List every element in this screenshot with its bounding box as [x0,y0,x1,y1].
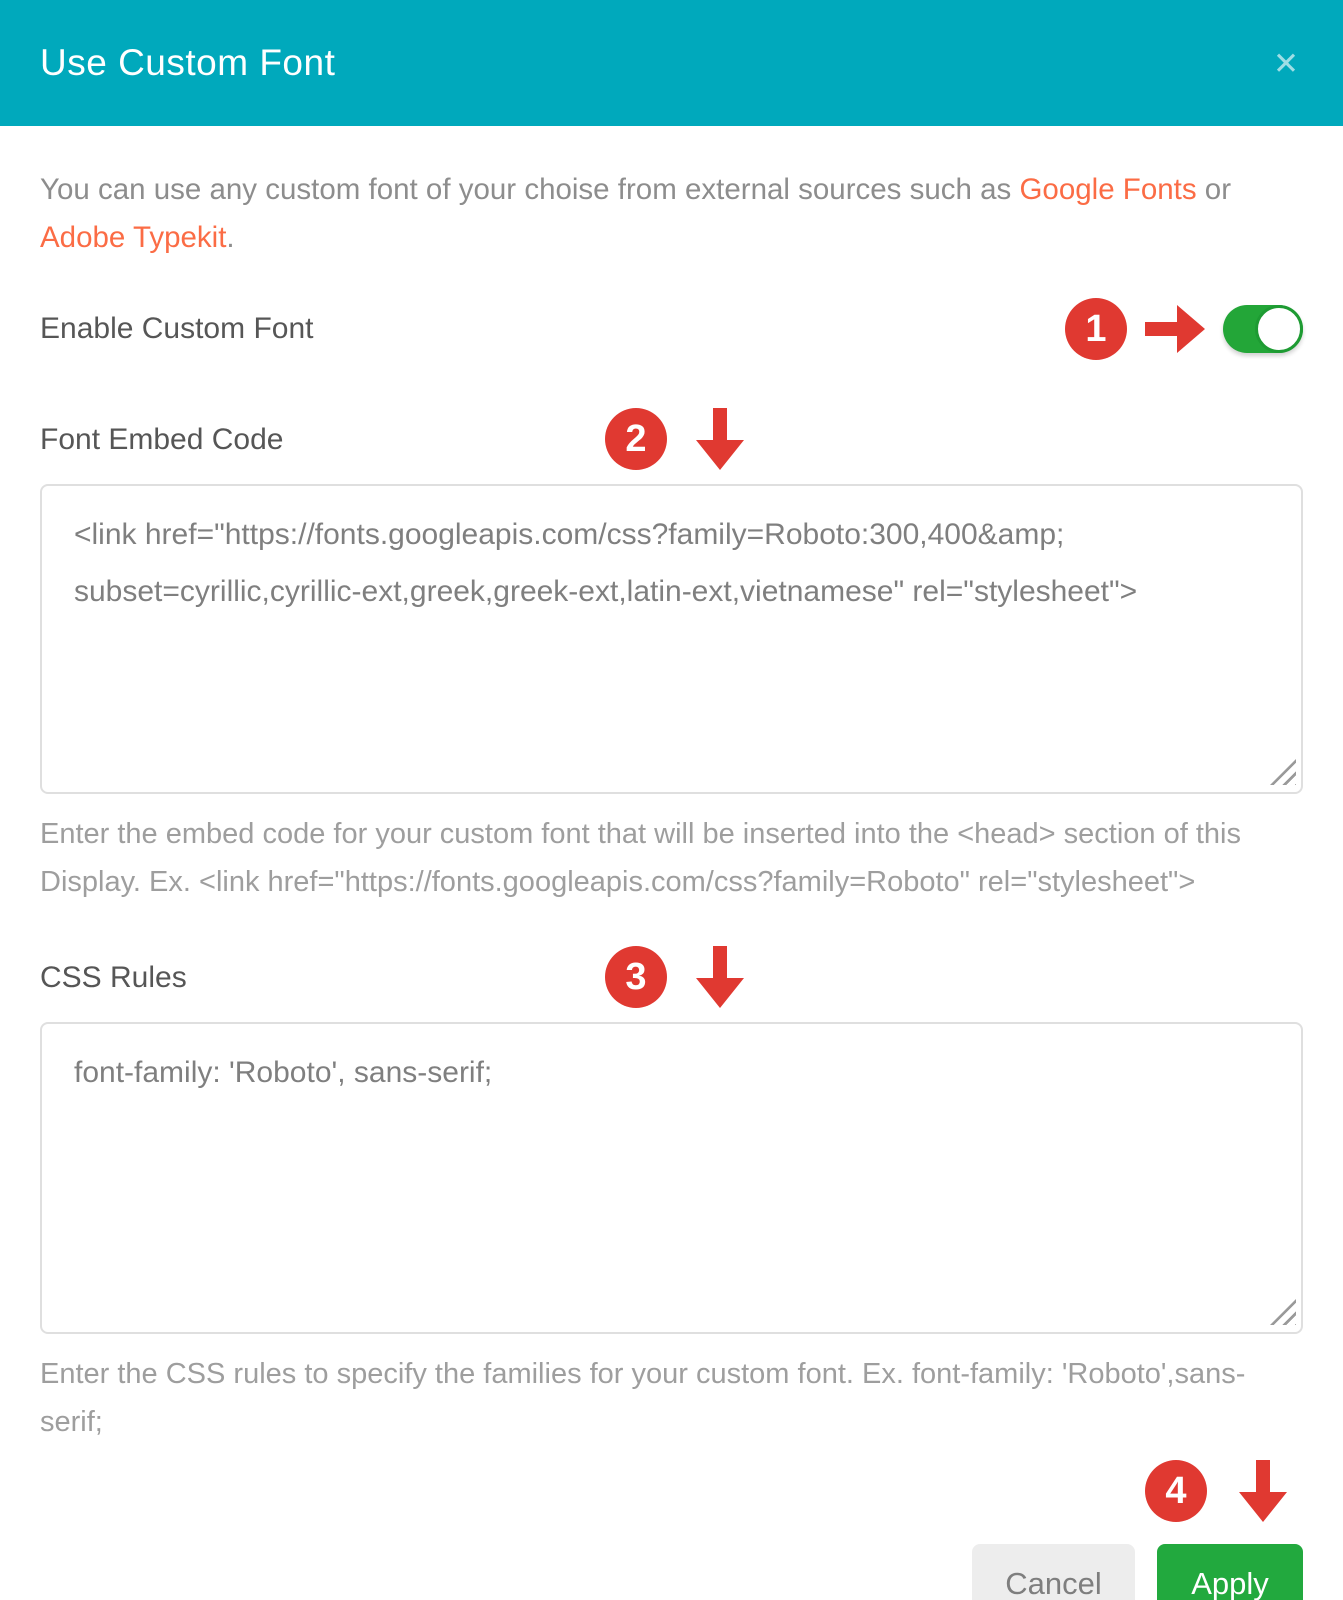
arrow-down-icon [696,408,744,470]
toggle-knob [1255,305,1303,353]
font-embed-code-field-wrap [40,484,1303,794]
intro-text [40,166,1303,262]
font-embed-code-help: Enter the embed code for your custom font that will be inserted into the <head> section of this Display. Ex. <link href="https://fonts.googleapis.com/css?family=Roboto" rel="stylesheet"> [40,818,1241,898]
annotation-badge-3: 3 [605,946,667,1008]
annotation-badge-2: 2 [605,408,667,470]
annotation-badge-4: 4 [1145,1460,1207,1522]
annotation-badge-1: 1 [1065,298,1127,360]
css-rules-help: Enter the CSS rules to specify the families for your custom font. Ex. font-family: 'Roboto',sans-serif; [40,1358,1246,1438]
intro-text-part: You can use any custom font of your choise from external sources such as [40,173,1020,206]
enable-custom-font-row [40,298,1303,360]
css-rules-label: CSS Rules [40,961,187,994]
css-rules-field-wrap [40,1022,1303,1334]
apply-button[interactable]: Apply [1157,1544,1303,1600]
css-rules-textarea[interactable] [40,1022,1303,1334]
google-fonts-link[interactable]: Google Fonts [1019,173,1197,206]
modal-body [0,126,1343,1600]
apply-annotation-row [40,1460,1303,1522]
font-embed-code-label: Font Embed Code [40,423,284,456]
adobe-typekit-link[interactable]: Adobe Typekit [40,221,227,254]
arrow-down-icon [696,946,744,1008]
cancel-button[interactable]: Cancel [972,1544,1135,1600]
intro-text-part: or [1196,173,1232,206]
css-rules-row [40,946,1303,1010]
modal-title: Use Custom Font [40,42,336,83]
font-embed-code-textarea[interactable] [40,484,1303,794]
arrow-down-icon [1239,1460,1287,1522]
arrow-right-icon [1145,305,1205,353]
enable-custom-font-label: Enable Custom Font [40,312,314,345]
enable-custom-font-toggle[interactable] [1223,305,1303,353]
close-icon[interactable]: ✕ [1273,45,1299,81]
font-embed-code-row [40,408,1303,472]
intro-text-part: . [226,221,235,254]
dialog-buttons [40,1544,1303,1600]
modal-header [0,0,1343,126]
